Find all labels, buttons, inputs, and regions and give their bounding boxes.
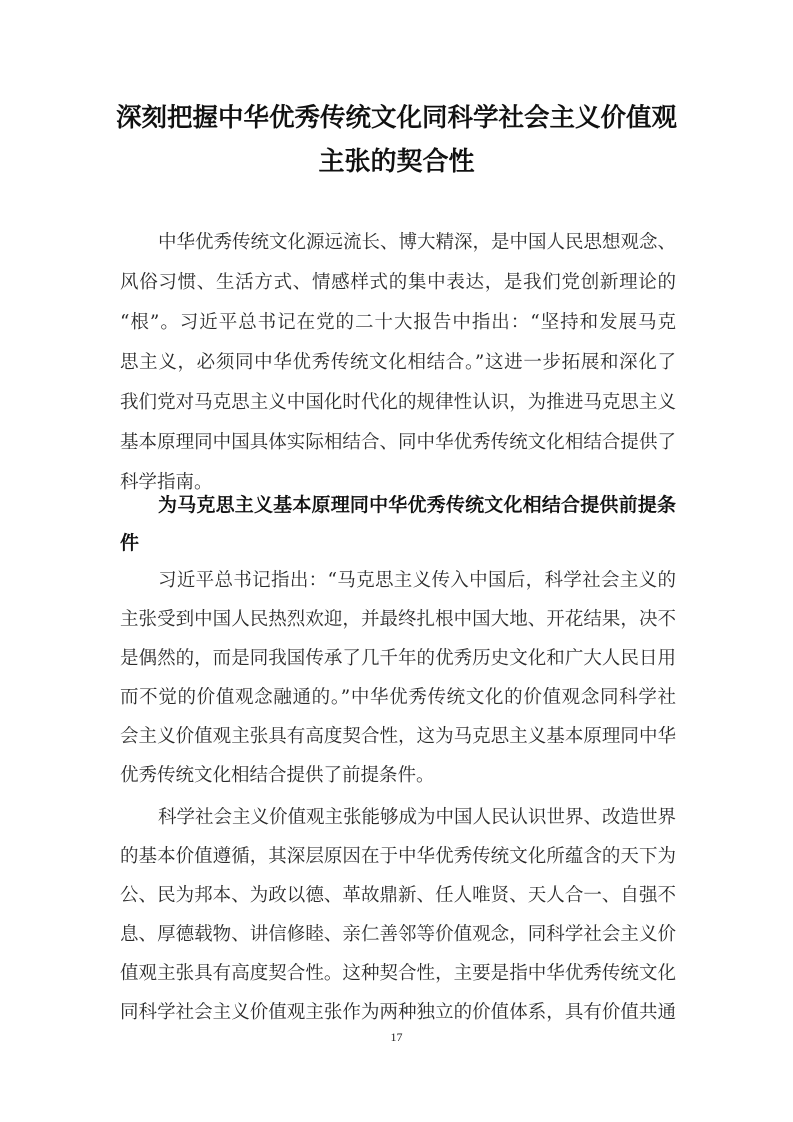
- section-heading-line: 为马克思主义基本原理同中华优秀传统文化相结合提供前提条: [158, 494, 676, 516]
- text-line: 的基本价值遵循，其深层原因在于中华优秀传统文化所蕴含的天下为: [120, 846, 676, 867]
- page-number: 17: [390, 1030, 403, 1044]
- text-line: 优秀传统文化相结合提供了前提条件。: [120, 765, 435, 786]
- text-line: “根”。习近平总书记在党的二十大报告中指出：“坚持和发展马克: [120, 312, 676, 333]
- section-heading-line: 件: [120, 532, 140, 554]
- text-line: 中华优秀传统文化源远流长、博大精深，是中国人民思想观念、: [158, 232, 677, 253]
- text-line: 习近平总书记指出：“马克思主义传入中国后，科学社会主义的: [158, 570, 676, 591]
- text-line: 是偶然的，而是同我国传承了几千年的优秀历史文化和广大人民日用: [120, 648, 676, 669]
- text-line: 思主义，必须同中华优秀传统文化相结合。”这进一步拓展和深化了: [120, 352, 676, 373]
- text-line: 会主义价值观主张具有高度契合性，这为马克思主义基本原理同中华: [120, 726, 676, 747]
- text-line: 同科学社会主义价值观主张作为两种独立的价值体系，具有价值共通: [120, 1002, 676, 1023]
- text-line: 风俗习惯、生活方式、情感样式的集中表达，是我们党创新理论的: [120, 272, 676, 293]
- text-line: 值观主张具有高度契合性。这种契合性，主要是指中华优秀传统文化: [120, 963, 676, 984]
- text-line: 基本原理同中国具体实际相结合、同中华优秀传统文化相结合提供了: [120, 432, 676, 453]
- text-line: 公、民为邦本、为政以德、革故鼎新、任人唯贤、天人合一、自强不: [120, 885, 676, 906]
- text-line: 息、厚德载物、讲信修睦、亲仁善邻等价值观念，同科学社会主义价: [120, 924, 676, 945]
- document-title-line-1: 深刻把握中华优秀传统文化同科学社会主义价值观: [115, 103, 677, 133]
- text-line: 科学指南。: [120, 472, 213, 493]
- text-line: 而不觉的价值观念融通的。”中华优秀传统文化的价值观念同科学社: [120, 687, 676, 708]
- document-title-line-2: 主张的契合性: [318, 147, 475, 177]
- text-line: 主张受到中国人民热烈欢迎，并最终扎根中国大地、开花结果，决不: [120, 609, 676, 630]
- text-line: 我们党对马克思主义中国化时代化的规律性认识，为推进马克思主义: [120, 392, 676, 413]
- text-line: 科学社会主义价值观主张能够成为中国人民认识世界、改造世界: [158, 807, 677, 828]
